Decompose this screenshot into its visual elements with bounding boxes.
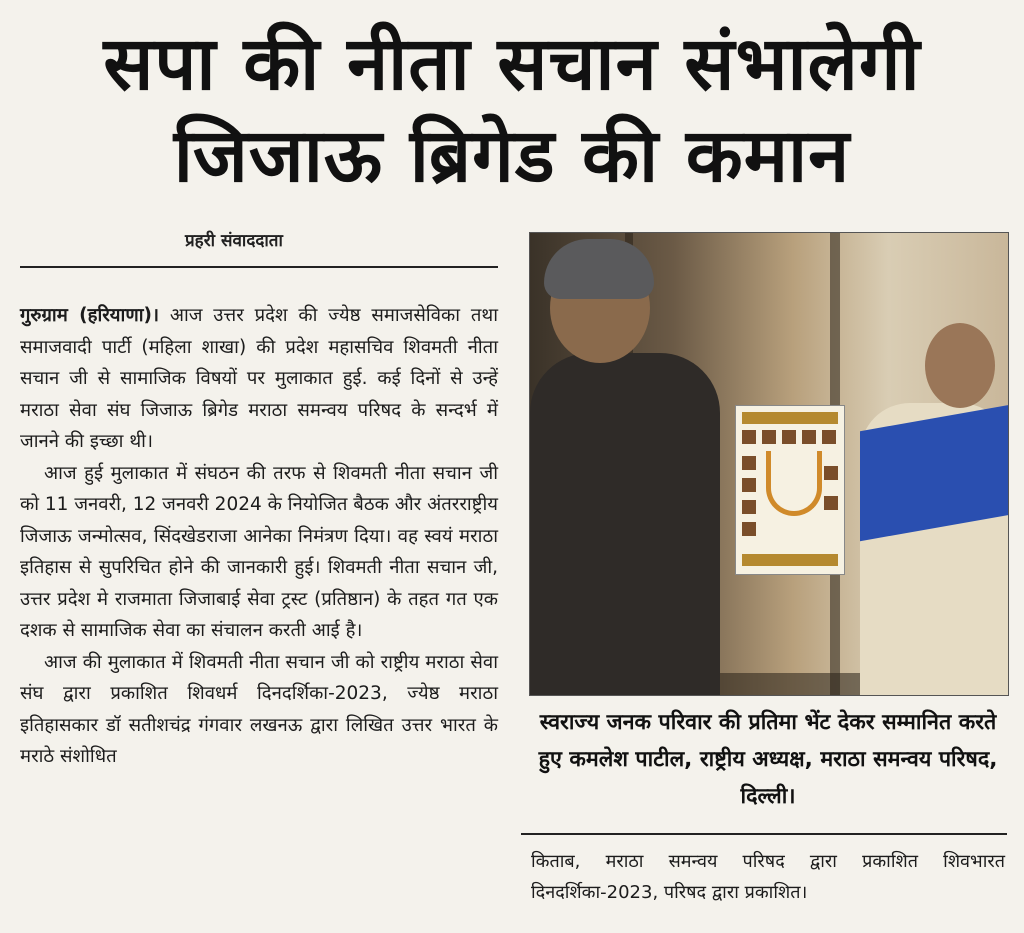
- news-photo: [529, 232, 1009, 696]
- headline: [20, 18, 1004, 202]
- headline-line-2: जिजाऊ ब्रिगेड की कमान: [173, 113, 851, 199]
- woolen-cap: [544, 239, 654, 299]
- dateline: गुरुग्राम (हरियाणा)।: [20, 305, 159, 326]
- paragraph-1: [20, 300, 498, 458]
- paragraph-3: आज की मुलाकात में शिवमती नीता सचान जी को राष्ट्रीय मराठा सेवा संघ द्वारा प्रकाशित शिवधर्म दिनदर्शिका-2023, ज्येष्ठ मराठा इतिहासकार डॉ सतीशचंद्र गंगवार लखनऊ द्वारा लिखित उत्तर भारत के मराठे संशोधित: [20, 651, 498, 767]
- article-continuation: किताब, मराठा समन्वय परिषद द्वारा प्रकाशित शिवभारत दिनदर्शिका-2023, परिषद द्वारा प्रकाशित।: [531, 851, 1005, 903]
- woman-head: [925, 323, 995, 408]
- article-body: [20, 300, 498, 773]
- byline-rule: [20, 266, 498, 268]
- byline: प्रहरी संवाददाता: [185, 231, 283, 251]
- paragraph-1-text: आज उत्तर प्रदेश की ज्येष्ठ समाजसेविका तथा समाजवादी पार्टी (महिला शाखा) की प्रदेश महासचिव शिवमती नीता सचान जी से सामाजिक विषयों पर मुलाकात हुई. कई दिनों से उन्हें मराठा सेवा संघ जिजाऊ ब्रिगेड मराठा समन्वय परिषद के सन्दर्भ में जानने की इच्छा थी।: [20, 305, 498, 452]
- photo-caption: स्वराज्य जनक परिवार की प्रतिमा भेंट देकर सम्मानित करते हुए कमलेश पाटील, राष्ट्रीय अध्यक्ष, मराठा समन्वय परिषद, दिल्ली।: [538, 710, 998, 809]
- framed-poster: [735, 405, 845, 575]
- paragraph-2: आज हुई मुलाकात में संघठन की तरफ से शिवमती नीता सचान जी को 11 जनवरी, 12 जनवरी 2024 के नियोजित बैठक और अंतरराष्ट्रीय जिजाऊ जन्मोत्सव, सिंदखेडराजा आनेका निमंत्रण दिया। वह स्वयं मराठा इतिहास से सुपरिचित होने की जानकारी हुई। शिवमती नीता सचान जी, उत्तर प्रदेश मे राजमाता जिजाबाई सेवा ट्रस्ट (प्रतिष्ठान) के तहत गत एक दशक से सामाजिक सेवा का संचालन करती आई है।: [20, 462, 498, 641]
- man-figure: [530, 353, 720, 695]
- headline-line-1: सपा की नीता सचान संभालेगी: [103, 21, 921, 107]
- caption-rule: [521, 833, 1007, 835]
